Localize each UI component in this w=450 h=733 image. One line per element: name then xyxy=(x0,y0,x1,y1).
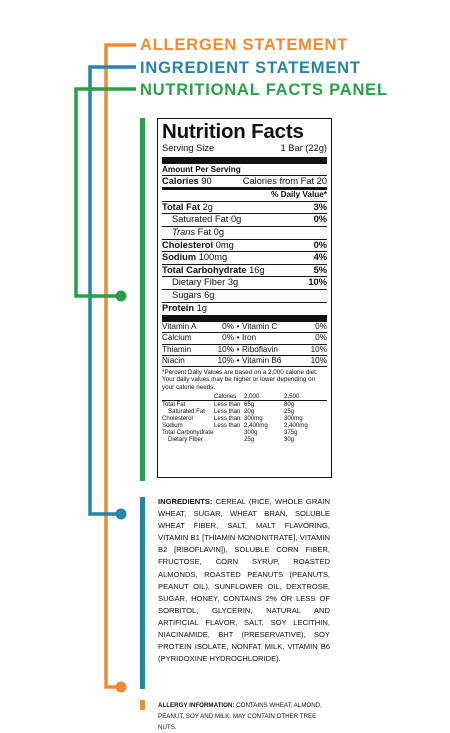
nutritional-facts-panel-label: NUTRITIONAL FACTS PANEL xyxy=(140,81,388,99)
daily-value-footnote: *Percent Daily Values are based on a 2,000 calorie diet. Your daily values may be higher or lower depending on your calorie needs. xyxy=(162,369,318,391)
nutrient-row: Protein 1g xyxy=(162,302,207,313)
ingredient-connector-dot xyxy=(116,509,127,520)
ingredients-statement xyxy=(158,496,330,665)
nutrition-facts-panel xyxy=(157,118,332,478)
footnote-table-header: Calories 2,000 2,500 xyxy=(214,392,300,400)
nutrient-row: Total Carbohydrate 16g 5% xyxy=(162,264,327,275)
calories-value: 90 xyxy=(201,175,212,186)
ingredients-label: INGREDIENTS: xyxy=(158,497,213,506)
daily-value-header: % Daily Value* xyxy=(271,190,327,200)
nutrient-row: Total Fat 2g 3% xyxy=(162,201,327,212)
serving-size-row xyxy=(162,143,327,155)
serving-size-label: Serving Size xyxy=(162,143,215,153)
allergy-label: ALLERGY INFORMATION: xyxy=(158,702,235,709)
ingredients-text: CEREAL (RICE, WHOLE GRAIN WHEAT, SUGAR, WHEAT BRAN, SOLUBLE WHEAT FIBER, SALT, MALT FLAVORING, VITAMIN B1 [THIAMIN MONONITRATE], VITAMIN B2 [RIBOFLAVIN]), SOLUBLE CORN FIBER, FRUCTOSE, CORN SYRUP, ROASTED ALMONDS, ROASTED PEANUTS (PEANUTS, PEANUT OIL), SUNFLOWER OIL, DEXTROSE, SUGAR, HONEY, CONTAINS 2% OR LESS OF SORBITOL, GLYCERIN, NATURAL AND ARTIFICIAL FLAVOR, SALT, SOY LECITHIN, NIACINAMIDE, BHT (PRESERVATIVE), SOY PROTEIN ISOLATE, NONFAT MILK, VITAMIN B6 (PYRIDOXINE HYDROCHLORIDE). xyxy=(158,497,330,664)
vitamin-row: Niacin 10% • Vitamin B6 10% xyxy=(162,355,327,365)
footnote-table-row: Sodium Less than 2,400mg 2,400mg xyxy=(162,421,308,429)
ingredient-connector xyxy=(90,67,136,514)
vitamin-row: Thiamin 10% • Riboflavin 10% xyxy=(162,344,327,354)
ingredient-statement-label: INGREDIENT STATEMENT xyxy=(140,59,361,77)
footnote-table-row: Total Fat Less than 65g 80g xyxy=(162,400,295,408)
allergen-connector xyxy=(106,45,136,687)
ingredients-bracket xyxy=(140,497,145,689)
nutrient-row: Trans Fat 0g xyxy=(172,226,225,237)
footnote-table-row: Saturated Fat Less than 20g 25g xyxy=(168,407,295,415)
vitamin-row: Vitamin A 0% • Vitamin C 0% xyxy=(162,322,327,332)
calories-from-fat: Calories from Fat 20 xyxy=(242,175,327,186)
nutrient-row: Dietary Fiber 3g 10% xyxy=(172,277,327,288)
nutrition-connector-dot xyxy=(116,291,127,302)
allergy-statement xyxy=(158,700,330,733)
allergy-text: CONTAINS WHEAT, ALMOND, PEANUT, SOY AND MILK. MAY CONTAIN OTHER TREE NUTS. xyxy=(158,702,322,731)
allergen-statement-label: ALLERGEN STATEMENT xyxy=(140,36,349,54)
serving-size-value: 1 Bar (22g) xyxy=(280,143,327,153)
amount-per-serving: Amount Per Serving xyxy=(162,164,241,174)
vitamin-row: Calcium 0% • Iron 0% xyxy=(162,333,327,343)
calories-label: Calories xyxy=(162,175,199,186)
footnote-table-row: Cholesterol Less than 300mg 300mg xyxy=(162,414,303,422)
nutrient-row: Saturated Fat 0g 0% xyxy=(172,214,327,225)
footnote-table-row: Dietary Fiber 25g 30g xyxy=(168,435,295,443)
nutrient-row: Cholesterol 0mg 0% xyxy=(162,239,327,250)
allergy-bracket xyxy=(140,700,145,710)
footnote-table-row: Total Carbohydrate 300g 375g xyxy=(162,428,298,436)
nutrient-row: Sugars 6g xyxy=(172,289,215,300)
allergen-connector-dot xyxy=(116,682,127,693)
nutrition-bracket xyxy=(140,118,145,481)
calories-row xyxy=(162,176,327,188)
nutrition-facts-title: Nutrition Facts xyxy=(162,120,304,143)
nutrient-row: Sodium 100mg 4% xyxy=(162,252,327,263)
